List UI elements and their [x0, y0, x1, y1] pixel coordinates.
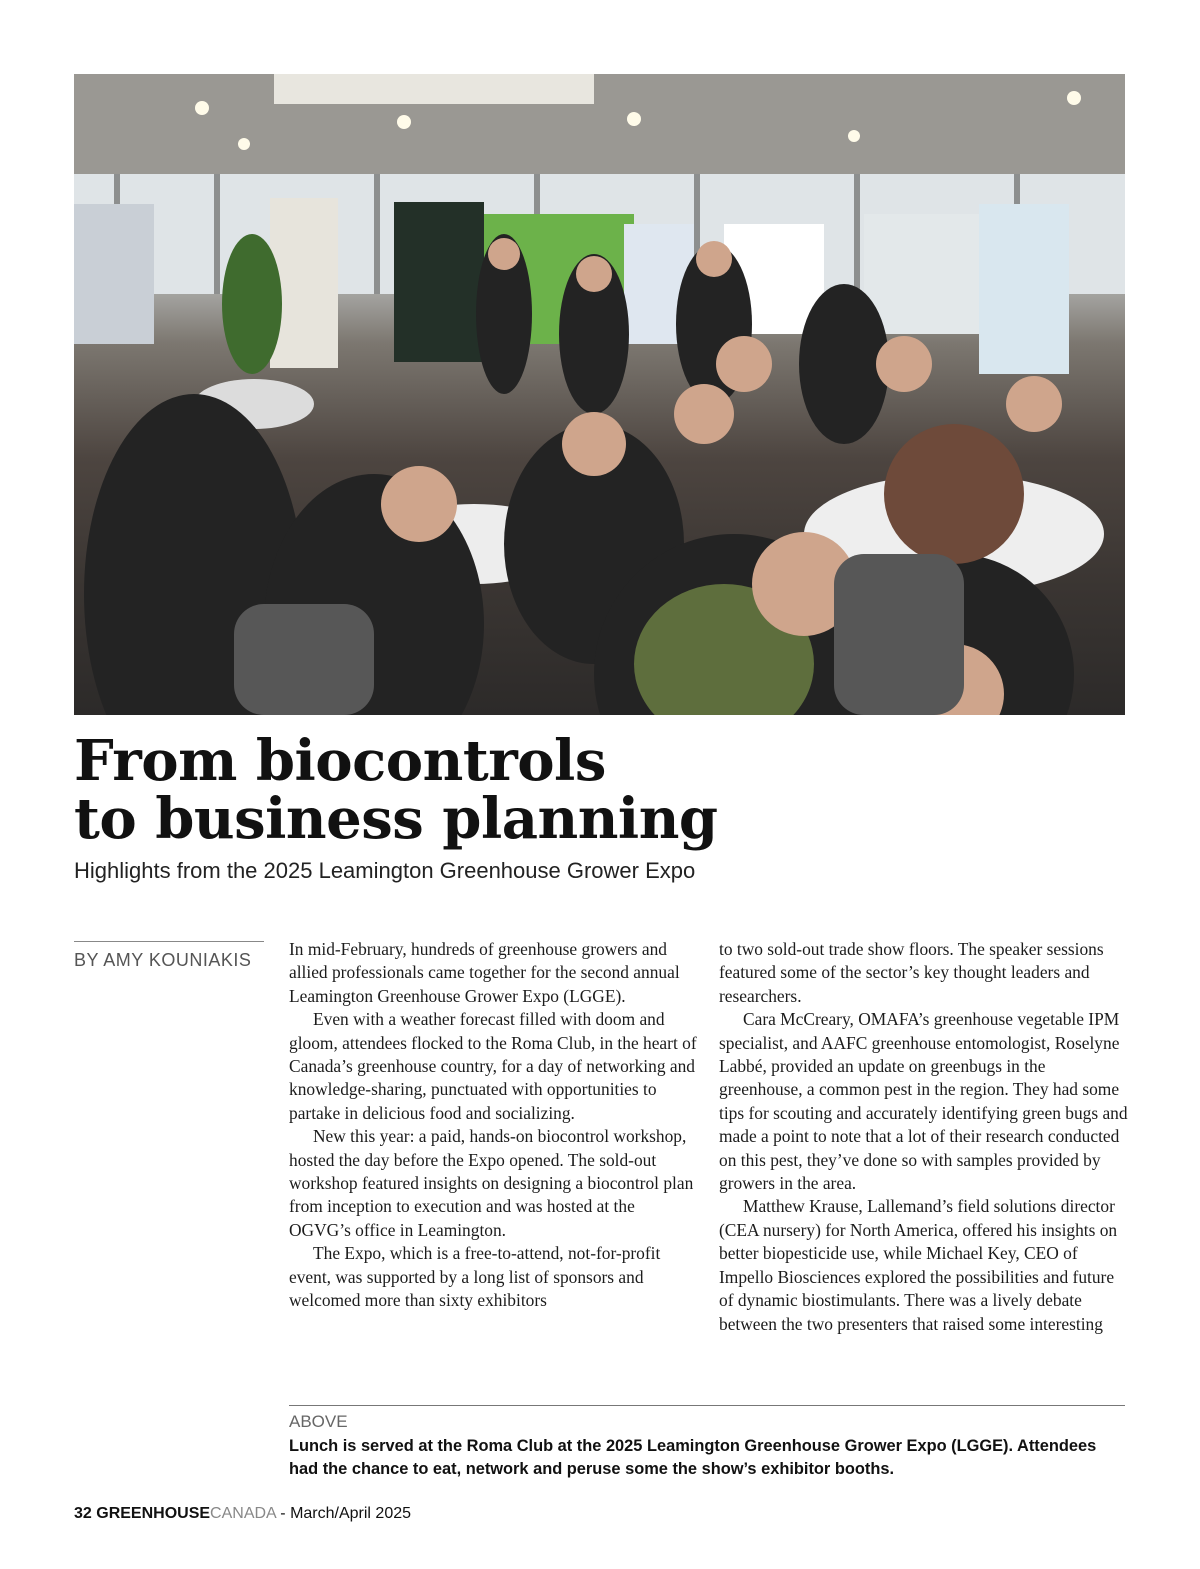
paragraph: The Expo, which is a free-to-attend, not-for-profit event, was supported by a long list of sponsors and welcomed more than sixty exhibitors	[289, 1243, 661, 1311]
event-photo-icon	[74, 74, 1125, 715]
paragraph: Cara McCreary, OMAFA’s greenhouse vegetable IPM specialist, and AAFC greenhouse entomologist, Roselyne Labbé, provided an update on greenbugs in the greenhouse, a common pest in the region. They had some tips for scouting and accurately identifying green bugs and made a point to note that a lot of their research conducted on this pest, they’ve done so with samples provided by growers in the area.	[719, 1009, 1128, 1194]
paragraph: In mid-February, hundreds of greenhouse growers and allied professionals came together for the second annual Leamington Greenhouse Grower Expo (LGGE).	[289, 939, 680, 1006]
byline: BY AMY KOUNIAKIS	[74, 950, 252, 970]
page-footer	[74, 1505, 411, 1523]
headline-line-2: to business planning	[74, 786, 718, 852]
paragraph: New this year: a paid, hands-on biocontrol workshop, hosted the day before the Expo opened. The sold-out workshop featured insights on designing a biocontrol plan from inception to execution and was hosted at the OGVG’s office in Leamington.	[289, 1126, 694, 1240]
publication-country: CANADA	[210, 1505, 276, 1522]
photo-caption: Lunch is served at the Roma Club at the 2025 Leamington Greenhouse Grower Expo (LGGE). Attendees had the chance to eat, network and peruse some the show’s exhibitor booths.	[289, 1437, 1097, 1478]
caption-label: ABOVE	[289, 1412, 348, 1431]
article-subhead: Highlights from the 2025 Leamington Greenhouse Grower Expo	[74, 858, 696, 883]
issue-date: - March/April 2025	[280, 1505, 412, 1522]
page-number: 32	[74, 1505, 92, 1522]
byline-divider	[74, 941, 264, 942]
article-column-1	[289, 938, 699, 1313]
paragraph: Even with a weather forecast filled with doom and gloom, attendees flocked to the Roma Club, in the heart of Canada’s greenhouse country, for a day of networking and knowledge-sharing, punctuated with opportunities to partake in delicious food and socializing.	[289, 1009, 697, 1123]
headline-line-1: From biocontrols	[74, 728, 606, 794]
paragraph: Matthew Krause, Lallemand’s field solutions director (CEA nursery) for North America, offered his insights on better biopesticide use, while Michael Key, CEO of Impello Biosciences explored the possibilities and future of dynamic biostimulants. There was a lively debate between the two presenters that raised some interesting	[719, 1196, 1118, 1334]
event-photo	[74, 74, 1125, 715]
article-column-2	[719, 938, 1129, 1336]
caption-divider	[289, 1405, 1125, 1406]
publication-name: GREENHOUSE	[96, 1505, 211, 1522]
paragraph: to two sold-out trade show floors. The speaker sessions featured some of the sector’s key thought leaders and researchers.	[719, 939, 1104, 1006]
article-headline	[74, 728, 974, 852]
